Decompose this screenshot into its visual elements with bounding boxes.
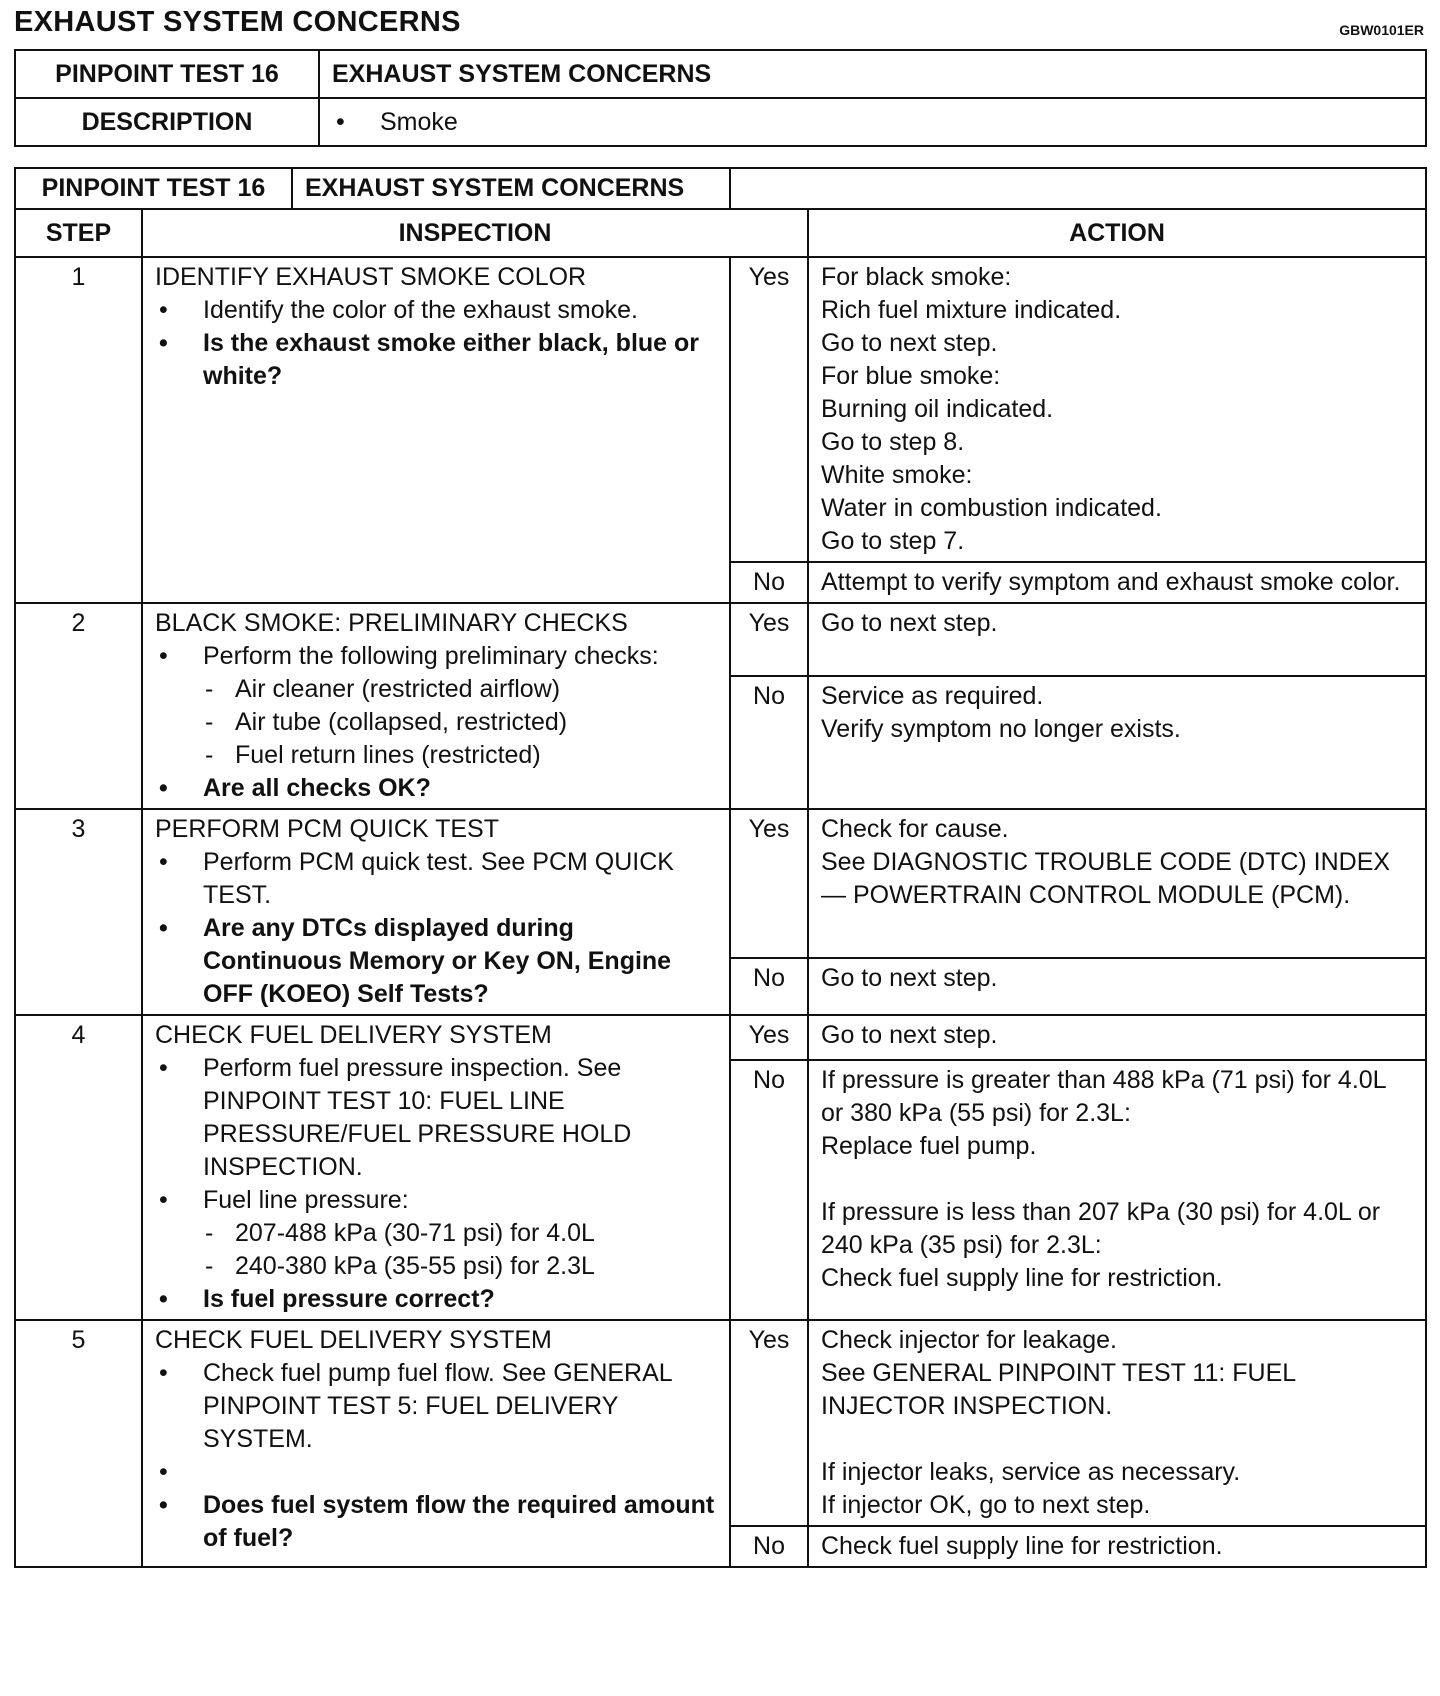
pinpoint-test-title: EXHAUST SYSTEM CONCERNS — [305, 174, 685, 202]
step-row — [15, 603, 1426, 676]
yes-label: Yes — [730, 603, 808, 676]
no-action — [808, 1526, 1426, 1567]
yes-action-spacer — [821, 1423, 1413, 1456]
no-action-spacer — [821, 1163, 1413, 1196]
description-value — [319, 98, 1426, 146]
inspection-item-text: Is the exhaust smoke either black, blue or white? — [203, 329, 700, 390]
inspection-item-text: Fuel line pressure: — [203, 1186, 409, 1214]
no-label: No — [730, 562, 808, 603]
inspection-subitem: - 240-380 kPa (35-55 psi) for 2.3L — [203, 1250, 717, 1283]
summary-header-row — [15, 50, 1426, 98]
yes-action-line: Check injector for leakage. — [821, 1326, 1117, 1354]
step-row — [15, 809, 1426, 958]
inspection-cell — [142, 809, 730, 1015]
page-title: EXHAUST SYSTEM CONCERNS — [14, 6, 461, 38]
column-header-row — [15, 209, 1426, 257]
summary-test-label: PINPOINT TEST 16 — [15, 50, 319, 98]
yes-action-line: Check for cause. — [821, 815, 1009, 843]
no-action — [808, 1060, 1426, 1320]
yes-action-line: Burning oil indicated. — [821, 395, 1054, 423]
no-action — [808, 958, 1426, 1015]
page — [14, 0, 1430, 1568]
inspection-sublist — [203, 1217, 717, 1283]
description-item: • Smoke — [332, 106, 1413, 139]
inspection-subitem: - Air tube (collapsed, restricted) — [203, 706, 717, 739]
inspection-item — [155, 294, 717, 327]
no-action-line: Service as required. — [821, 682, 1044, 711]
yes-action-line: If injector leaks, service as necessary. — [821, 1458, 1241, 1486]
yes-label: Yes — [730, 257, 808, 562]
yes-action-line: Go to next step. — [821, 609, 998, 637]
inspection-cell — [142, 257, 730, 603]
no-action — [808, 562, 1426, 603]
yes-action-line: Go to next step. — [821, 329, 998, 357]
inspection-item — [155, 846, 717, 912]
yes-action — [808, 257, 1426, 562]
yes-action-line: If injector OK, go to next step. — [821, 1491, 1151, 1519]
title-row — [14, 0, 1430, 46]
inspection-title: IDENTIFY EXHAUST SMOKE COLOR — [155, 263, 587, 291]
inspection-title: PERFORM PCM QUICK TEST — [155, 815, 500, 843]
inspection-item-text: Are all checks OK? — [203, 774, 431, 802]
summary-test-title: EXHAUST SYSTEM CONCERNS — [319, 50, 1426, 98]
yes-action-line: See DIAGNOSTIC TROUBLE CODE (DTC) INDEX — POWERTRAIN CONTROL MODULE (PCM). — [821, 848, 1391, 909]
no-action-line: Replace fuel pump. — [821, 1131, 1037, 1160]
yes-action-line: For blue smoke: — [821, 362, 1001, 390]
pinpoint-table — [14, 167, 1427, 1568]
step-number: 4 — [15, 1015, 142, 1320]
document-code: GBW0101ER — [1339, 22, 1424, 38]
inspection-item-text: Perform the following preliminary checks: — [203, 642, 659, 670]
yes-action-line: Go to next step. — [821, 1021, 998, 1049]
yes-action — [808, 809, 1426, 958]
inspection-item bold-question — [155, 772, 717, 805]
no-action-line: Go to next step. — [821, 963, 998, 992]
pinpoint-header-filler — [730, 168, 1426, 209]
inspection-subitem: - 207-488 kPa (30-71 psi) for 4.0L — [203, 1217, 717, 1250]
inspection-item-text: Identify the color of the exhaust smoke. — [203, 296, 638, 324]
inspection-list — [155, 640, 717, 805]
column-header-action: ACTION — [808, 209, 1426, 257]
summary-description-row — [15, 98, 1426, 146]
yes-action — [808, 603, 1426, 676]
yes-action — [808, 1320, 1426, 1526]
yes-action-line: Rich fuel mixture indicated. — [821, 296, 1122, 324]
inspection-item-text: Is fuel pressure correct? — [203, 1285, 495, 1313]
no-action-line: Check fuel supply line for restriction. — [821, 1263, 1223, 1292]
inspection-subitem: - Air cleaner (restricted airflow) — [203, 673, 717, 706]
inspection-item — [155, 1052, 717, 1184]
inspection-item-text: Check fuel pump fuel flow. See GENERAL PINPOINT TEST 5: FUEL DELIVERY SYSTEM. — [203, 1359, 672, 1453]
inspection-item-text: Perform PCM quick test. See PCM QUICK TEST. — [203, 848, 674, 909]
description-list — [332, 106, 1413, 139]
step-number: 1 — [15, 257, 142, 603]
column-header-inspection: INSPECTION — [142, 209, 808, 257]
step-number: 5 — [15, 1320, 142, 1567]
column-header-step: STEP — [15, 209, 142, 257]
pinpoint-test-label: PINPOINT TEST 16 — [16, 169, 293, 208]
inspection-item bold-question — [155, 1489, 717, 1555]
inspection-title: BLACK SMOKE: PRELIMINARY CHECKS — [155, 609, 628, 637]
inspection-item bold-question — [155, 912, 717, 1011]
yes-action-line: Water in combustion indicated. — [821, 494, 1162, 522]
yes-action-line: Go to step 8. — [821, 428, 965, 456]
no-label: No — [730, 1060, 808, 1320]
no-action-line: Attempt to verify symptom and exhaust smoke color. — [821, 568, 1401, 596]
inspection-cell — [142, 1320, 730, 1567]
yes-label: Yes — [730, 1320, 808, 1526]
yes-label: Yes — [730, 809, 808, 958]
step-number: 2 — [15, 603, 142, 809]
yes-action-line: See GENERAL PINPOINT TEST 11: FUEL INJECTOR INSPECTION. — [821, 1359, 1296, 1420]
yes-action-line: Go to step 7. — [821, 527, 965, 555]
no-label: No — [730, 958, 808, 1015]
inspection-item-text: Are any DTCs displayed during Continuous Memory or Key ON, Engine OFF (KOEO) Self Tests? — [203, 914, 672, 1008]
description-label: DESCRIPTION — [15, 98, 319, 146]
summary-table — [14, 49, 1427, 147]
no-action-line: If pressure is greater than 488 kPa (71 psi) for 4.0L or 380 kPa (55 psi) for 2.3L: — [821, 1065, 1386, 1127]
yes-action-line: For black smoke: — [821, 263, 1012, 291]
yes-label: Yes — [730, 1015, 808, 1060]
inspection-title: CHECK FUEL DELIVERY SYSTEM — [155, 1326, 552, 1354]
step-row — [15, 1320, 1426, 1526]
yes-action-line: White smoke: — [821, 461, 973, 489]
inspection-item — [155, 1184, 717, 1283]
inspection-sublist — [203, 673, 717, 772]
no-label: No — [730, 1526, 808, 1567]
inspection-list — [155, 846, 717, 1011]
no-action-line: If pressure is less than 207 kPa (30 psi) for 4.0L or 240 kPa (35 psi) for 2.3L: — [821, 1197, 1381, 1259]
inspection-list — [155, 1052, 717, 1316]
no-label: No — [730, 676, 808, 809]
no-action — [808, 676, 1426, 809]
inspection-cell — [142, 603, 730, 809]
inspection-cell — [142, 1015, 730, 1320]
inspection-item-text: Does fuel system flow the required amount of fuel? — [203, 1491, 715, 1552]
inspection-item bold-question — [155, 1283, 717, 1316]
inspection-title: CHECK FUEL DELIVERY SYSTEM — [155, 1021, 552, 1049]
step-row — [15, 1015, 1426, 1060]
inspection-list — [155, 294, 717, 393]
step-row — [15, 257, 1426, 562]
no-action-line: Verify symptom no longer exists. — [821, 715, 1181, 744]
inspection-item — [155, 640, 717, 772]
inspection-item — [155, 1357, 717, 1456]
inspection-subitem: - Fuel return lines (restricted) — [203, 739, 717, 772]
no-action-line: Check fuel supply line for restriction. — [821, 1532, 1223, 1560]
inspection-list — [155, 1357, 717, 1555]
step-number: 3 — [15, 809, 142, 1015]
yes-action — [808, 1015, 1426, 1060]
pinpoint-header-row — [15, 168, 1426, 209]
inspection-item-text: Perform fuel pressure inspection. See PINPOINT TEST 10: FUEL LINE PRESSURE/FUEL PRESSURE HOLD INSPECTION. — [203, 1054, 632, 1181]
inspection-item bold-question — [155, 327, 717, 393]
inspection-spacer — [155, 1456, 717, 1489]
pinpoint-label-cell — [15, 168, 730, 209]
